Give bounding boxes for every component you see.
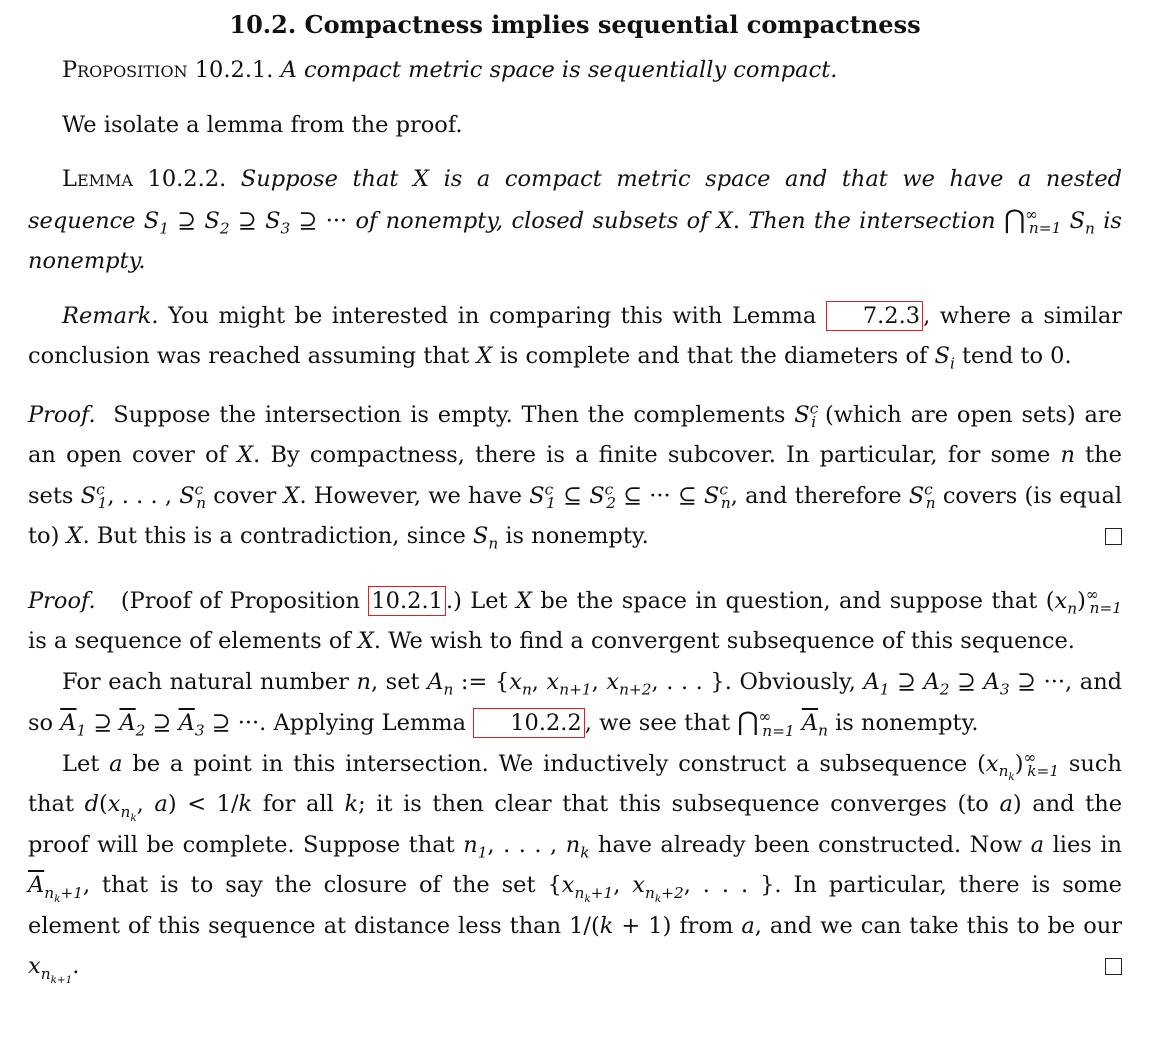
proof1-text-9: . But this is a contradiction, since [82, 523, 466, 549]
lemma-text-2: is a compact metric space and that we have a nested sequence [28, 166, 1123, 234]
proof2-text-p3c: such that [28, 750, 1123, 817]
math-one-over-k1: 1/(k + 1) [569, 912, 672, 939]
math-n1-nk: $n_1$, . . . , $n_k$ [463, 831, 590, 861]
math-Snc: $S^c_n$ [908, 480, 936, 512]
math-subsequence: $(x_{n_k})^\infty_{k=1}$ [977, 748, 1060, 784]
math-a: a [1030, 831, 1045, 858]
proof2-text-p3h: lies in [1052, 831, 1123, 858]
proof2-text-p3m: . [72, 953, 80, 979]
proof2-text-p2e: . Applying Lemma [259, 710, 467, 736]
math-X: X [357, 628, 374, 654]
proof2-text-p3l: , and we can take this to be our [754, 912, 1123, 939]
proof2-text-p3f: ) and the proof will be complete. Suppose that [28, 791, 1123, 858]
proof2-text-c: is a sequence of elements of [28, 628, 351, 654]
math-Abar-intersection: $⋂^\infty_{n=1}$ $\overline{A}_n$ [737, 707, 828, 740]
proof2-close: .) [445, 587, 462, 614]
math-a: a [109, 750, 123, 777]
proof2-text-d: . We wish to find a convergent subsequence of this sequence. [373, 628, 1075, 654]
math-a: a [999, 791, 1013, 817]
proposition-number: 10.2.1. [194, 57, 274, 83]
proof1-text-10: is nonempty. [505, 523, 649, 549]
remark-text-3: is complete and that the diameters of [499, 343, 928, 369]
lemma-number: 10.2.2. [147, 166, 227, 192]
lemma-10-2-2 [28, 159, 1122, 282]
lemma-intro: We isolate a lemma from the proof. [62, 111, 463, 138]
ref-proposition-10-2-1[interactable]: 10.2.1 [368, 586, 446, 616]
math-X: X [66, 523, 83, 549]
math-a: a [741, 912, 755, 939]
math-Sn: $S_n$ [472, 523, 499, 553]
ref-lemma-10-2-2[interactable]: 10.2.2 [473, 708, 585, 738]
math-n: n [356, 668, 371, 695]
proof1-text-4: the sets [28, 442, 1122, 509]
qed-box [1105, 958, 1122, 975]
proof1-text-2: (which are open sets) are an open cover of [28, 401, 1122, 468]
proof1-text-1: Suppose the intersection is empty. Then the complements [113, 401, 786, 428]
proof1-text-7: , and therefore [730, 482, 902, 509]
qed-box [1105, 528, 1122, 545]
lemma-text-5: is nonempty. [28, 207, 1122, 274]
remark-text-4: tend to 0. [962, 343, 1072, 369]
proposition-statement: A compact metric space is sequentially compact. [280, 57, 838, 83]
proof-lemma [28, 395, 1122, 557]
math-x-nk1: $x_{n_{k+1}}$ [28, 953, 73, 986]
math-nested-sets: $S_1$ ⊇ $S_2$ ⊇ $S_3$ ⊇ ··· [143, 207, 348, 237]
lemma-text-1: Suppose that [240, 166, 399, 192]
math-X: X [476, 343, 493, 369]
proof2-text-p2c: . Obviously, [724, 668, 856, 695]
proof1-text-5: cover [213, 482, 277, 509]
math-Abar-nk1: $\overline{A}_{n_k+1}$ [28, 872, 83, 905]
remark [28, 296, 1122, 377]
math-chain: $S^c_1$ ⊆ $S^c_2$ ⊆ ··· ⊆ $S^c_n$ [529, 480, 731, 512]
ref-lemma-7-2-3[interactable]: 7.2.3 [826, 301, 923, 331]
page [28, 0, 1122, 987]
math-k: k [344, 791, 359, 817]
proof2-text-p2g: is nonempty. [835, 710, 979, 736]
proof1-text-3: . By compactness, there is a finite subcover. In particular, for some [253, 442, 1051, 468]
math-Abar-chain: $\overline{A}_1$ ⊇ $\overline{A}_2$ ⊇ $\overline{A}_3$ ⊇ ··· [60, 710, 260, 740]
math-distance: $d(x_{n_k}$, a) < 1/k [84, 791, 253, 824]
lemma-text-4: Then the intersection [748, 207, 996, 234]
proof-proposition [28, 581, 1122, 662]
proof2-text-p3d: for all [262, 791, 334, 817]
math-X: X [237, 442, 254, 468]
math-sequence-xn: $(x_n)^\infty_{n=1}$ [1045, 585, 1123, 617]
proof2-text-p3a: Let [62, 750, 100, 777]
math-n: n [1060, 442, 1075, 468]
math-X: X [283, 482, 300, 509]
lemma-label: Lemma [62, 166, 133, 192]
math-X: X [413, 166, 430, 192]
math-A-chain: $A_1$ ⊇ $A_2$ ⊇ $A_3$ ⊇ ··· [863, 668, 1066, 698]
proof2-text-p2a: For each natural number [62, 668, 349, 695]
proof2-text-p3b: be a point in this intersection. We inductively construct a subsequence [132, 750, 968, 777]
proof2-text-p3g: have already been constructed. Now [597, 831, 1023, 858]
math-set: {$x_{n_k+1}$, $x_{n_k+2}$, . . . } [547, 872, 775, 905]
math-Si: $S_i$ [934, 343, 955, 373]
math-An-def: $A_n$ := {$x_n$, $x_{n+1}$, $x_{n+2}$, . . . } [427, 668, 725, 698]
math-X: X. [716, 207, 740, 234]
proof2-text-p3i: , that is to say the closure of the set [82, 872, 536, 898]
proof2-text-b: be the space in question, and suppose that [540, 587, 1038, 614]
proof2-text-p2d: , and so [28, 668, 1123, 736]
proof2-text-p3e: ; it is then clear that this subsequence converges (to [358, 791, 989, 817]
proof-label: Proof. [28, 401, 96, 428]
math-intersection: $⋂^\infty_{n=1}$ $S_n$ [1003, 204, 1095, 237]
math-Sic: $S^c_i$ [794, 399, 819, 431]
proposition-10-2-1 [28, 50, 1122, 91]
proof-label: Proof. [28, 587, 96, 614]
proof2-text-p3k: from [679, 912, 734, 939]
remark-text-1: You might be interested in comparing this with Lemma [168, 302, 817, 329]
math-S1c-Snc: $S^c_1$, . . . , $S^c_n$ [80, 480, 207, 512]
proposition-label: Proposition [62, 57, 188, 83]
proof-proposition-para-3 [28, 744, 1122, 987]
section-title: 10.2. Compactness implies sequential compactness [229, 10, 921, 39]
proof2-text-p2b: , set [370, 668, 420, 695]
proof2-text-p3j: . In particular, there is some element of this sequence at distance less than [28, 872, 1122, 939]
remark-text-2: , where a similar conclusion was reached assuming that [28, 302, 1122, 369]
lemma-text-3: of nonempty, closed subsets of [355, 207, 709, 234]
proof1-text-6: . However, we have [299, 482, 522, 509]
remark-label: Remark. [62, 302, 159, 329]
proof2-text-p2f: , we see that [584, 710, 731, 736]
proof2-open: (Proof of Proposition [120, 587, 360, 614]
proof2-text-a: Let [470, 587, 508, 614]
proof1-text-8: covers (is equal to) [28, 482, 1123, 549]
math-X: X [515, 587, 532, 614]
proof-proposition-para-2 [28, 662, 1122, 744]
